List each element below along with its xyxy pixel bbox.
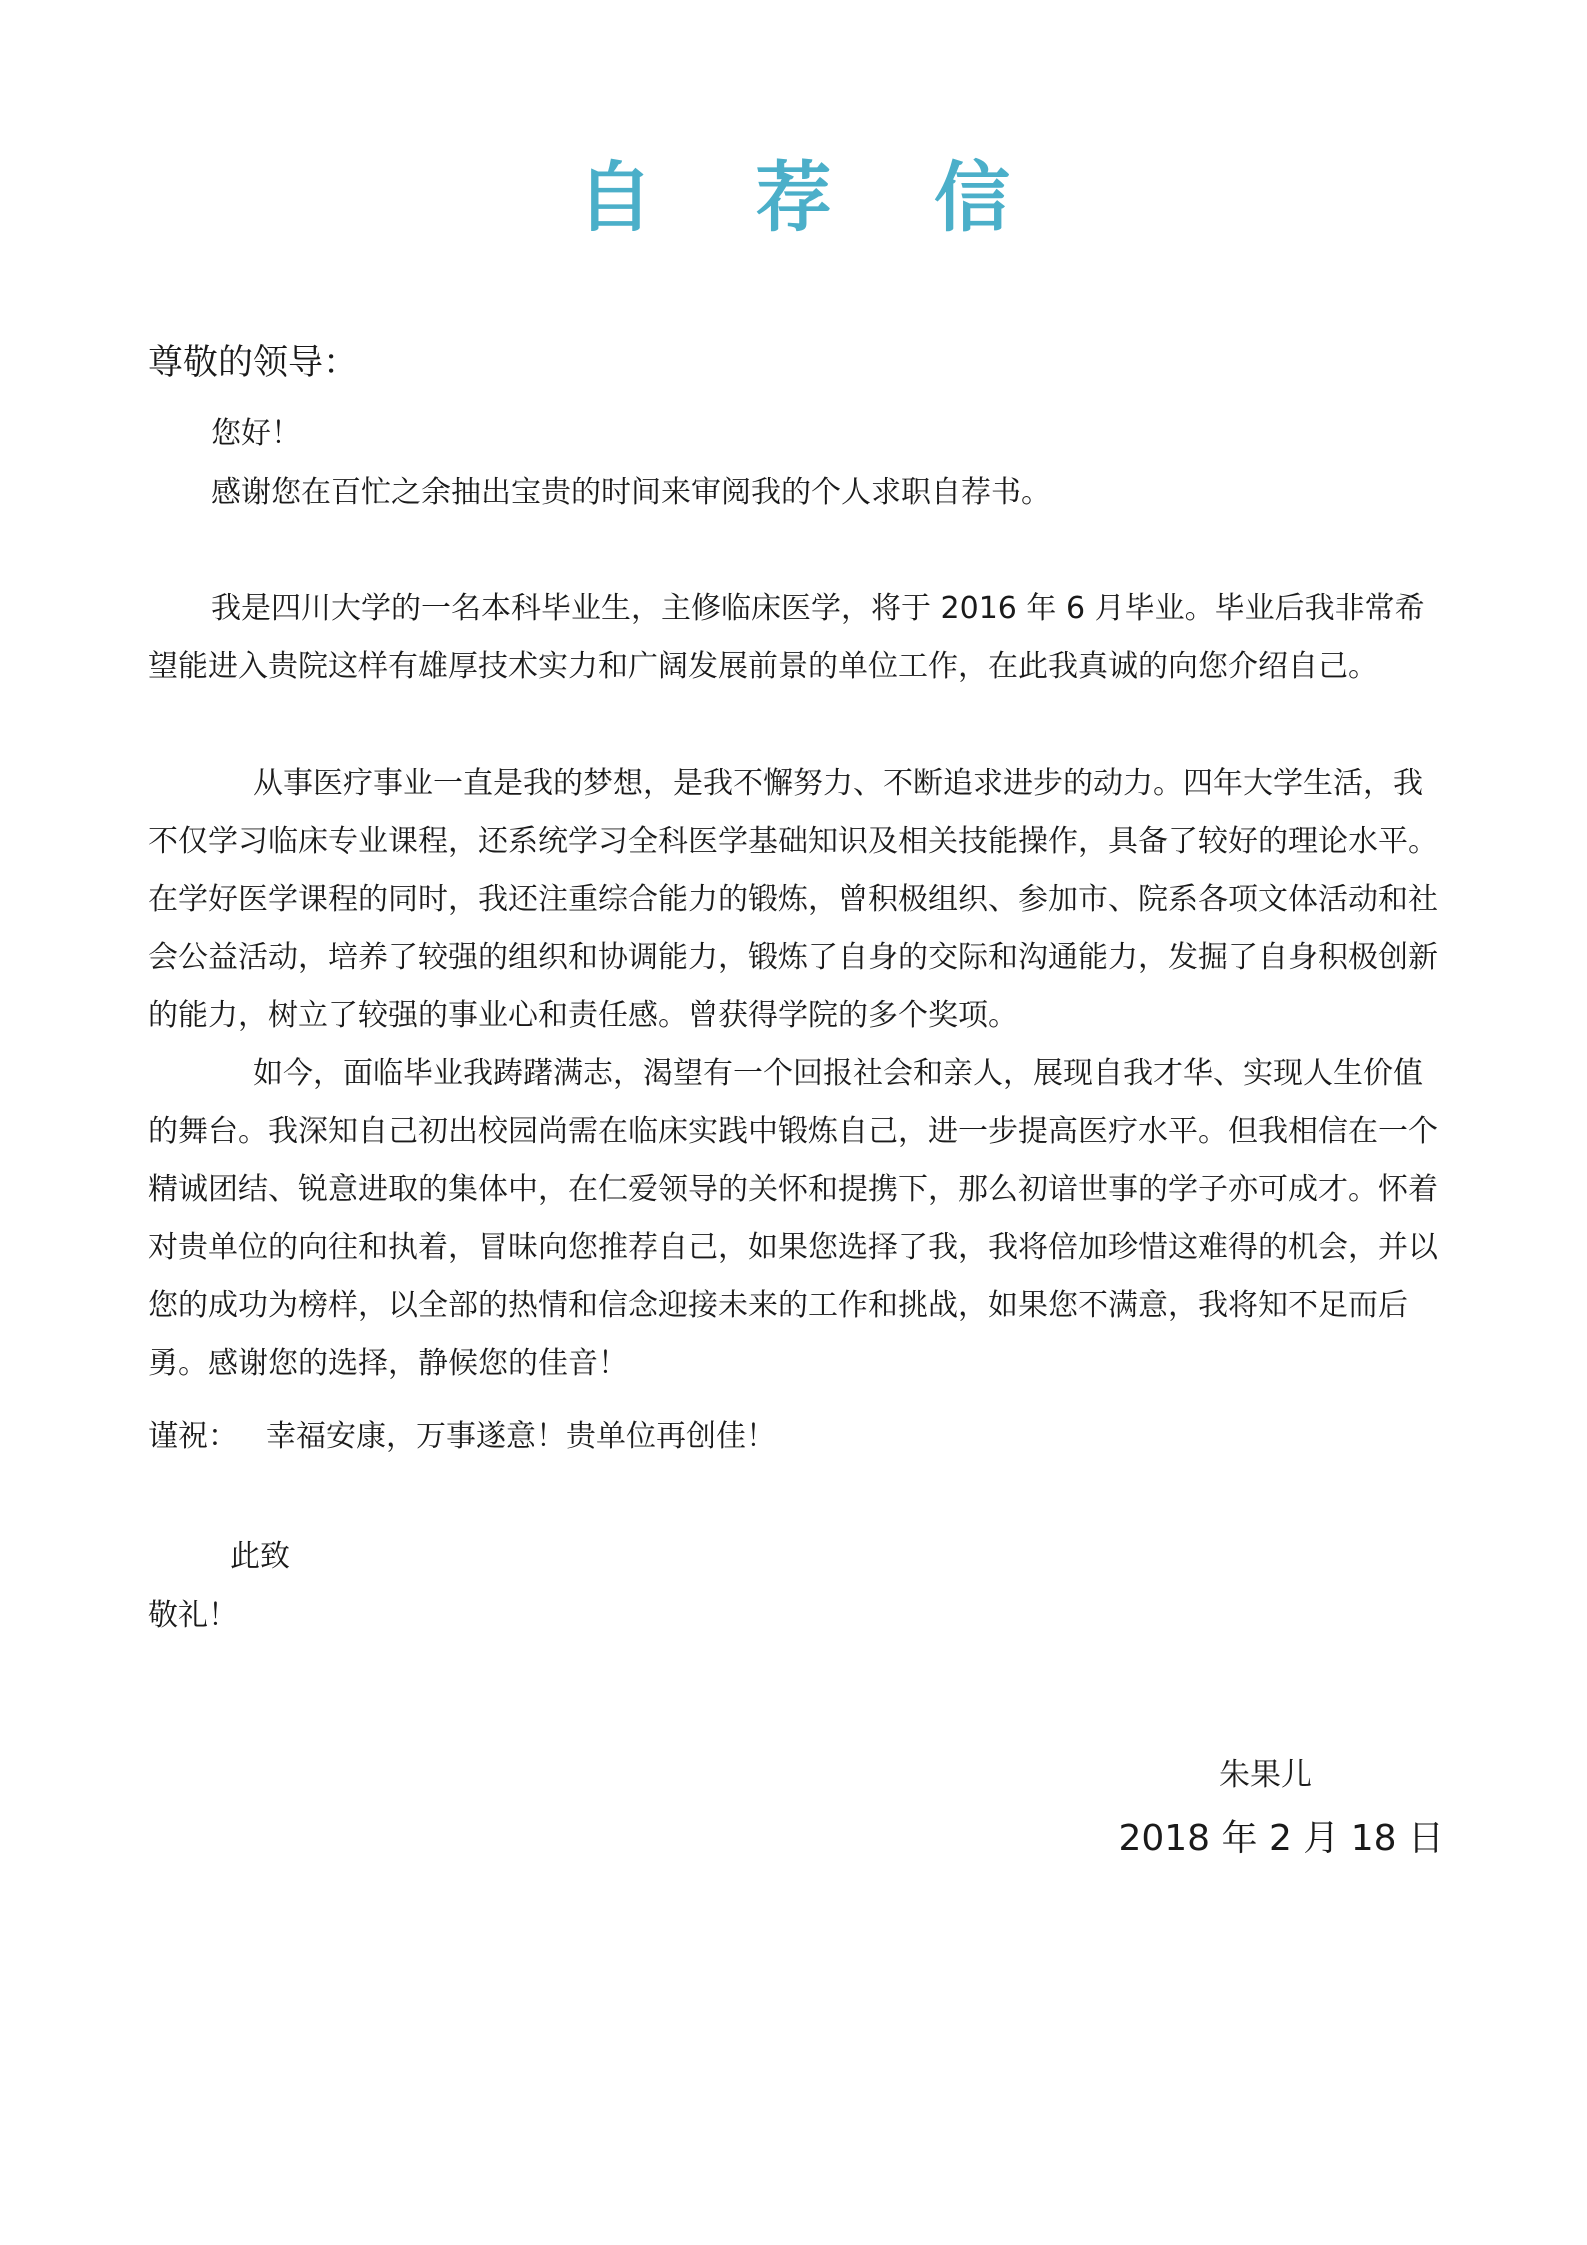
letter-title: 自 荐 信 — [577, 153, 1048, 242]
hello-line: 您好！ — [211, 416, 301, 451]
thanks-paragraph: 感谢您在百忙之余抽出宝贵的时间来审阅我的个人求职自荐书。 — [211, 475, 1051, 510]
closing-paragraph: 如今，面临毕业我踌躇满志，渴望有一个回报社会和亲人，展现自我才华、实现人生价值的舞台。我深知自己初出校园尚需在临床实践中锻炼自己，进一步提高医疗水平。但我相信在一个精诚团结、锐意进取的集体中，在仁爱领导的关怀和提携下，那么初谙世事的学子亦可成才。怀着对贵单位的向往和执着，冒昧向您推荐自己，如果您选择了我，我将倍加珍惜这难得的机会，并以您的成功为榜样，以全部的热情和信念迎接未来的工作和挑战，如果您不满意，我将知不足而后勇。感谢您的选择，静候您的佳音！ — [148, 1056, 1438, 1381]
closing-cizhi: 此致 — [230, 1539, 290, 1574]
closing-jingli: 敬礼！ — [148, 1598, 238, 1633]
wish-text: 幸福安康，万事遂意！贵单位再创佳！ — [266, 1419, 776, 1454]
intro-paragraph: 我是四川大学的一名本科毕业生，主修临床医学，将于 2016 年 6 月毕业。毕业后我非常希望能进入贵院这样有雄厚技术实力和广阔发展前景的单位工作，在此我真诚的向您介绍自己。 — [148, 591, 1425, 684]
signature-name: 朱果儿 — [1219, 1757, 1312, 1793]
salutation: 尊敬的领导： — [148, 343, 359, 383]
wish-label: 谨祝： — [148, 1419, 238, 1454]
dream-paragraph: 从事医疗事业一直是我的梦想，是我不懈努力、不断追求进步的动力。四年大学生活，我不仅学习临床专业课程，还系统学习全科医学基础知识及相关技能操作，具备了较好的理论水平。在学好医学课程的同时，我还注重综合能力的锻炼，曾积极组织、参加市、院系各项文体活动和社会公益活动，培养了较强的组织和协调能力，锻炼了自身的交际和沟通能力，发掘了自身积极创新的能力，树立了较强的事业心和责任感。曾获得学院的多个奖项。 — [148, 766, 1438, 1033]
wish-line — [148, 1408, 1443, 1466]
letter-date: 2018 年 2 月 18 日 — [1118, 1818, 1444, 1859]
